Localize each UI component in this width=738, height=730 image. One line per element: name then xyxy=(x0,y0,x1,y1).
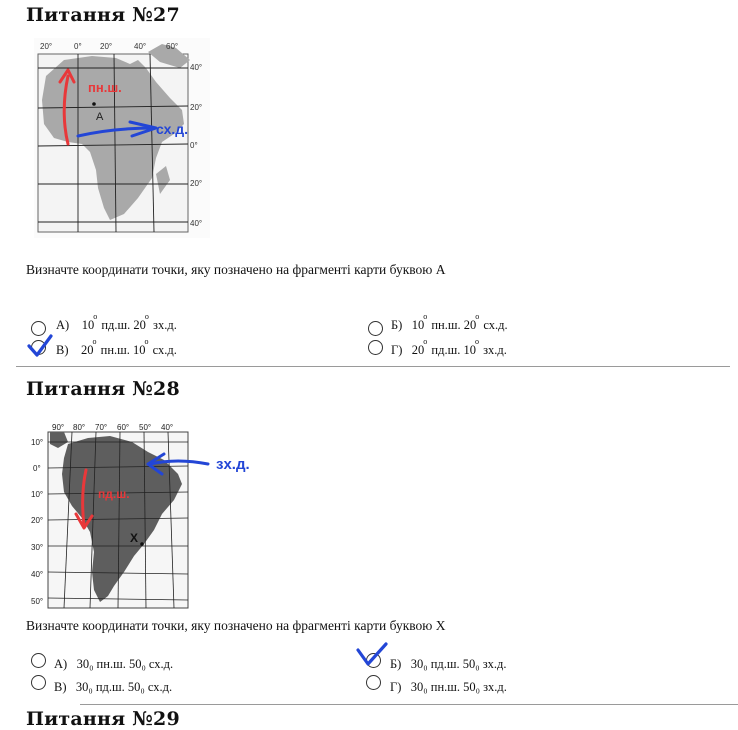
map28-left-label: 30° xyxy=(31,543,44,552)
question-29-title: Питання №29 xyxy=(26,708,180,730)
map27-right-label: 20° xyxy=(190,179,203,188)
point-x-marker xyxy=(140,542,144,546)
option-g-radio[interactable] xyxy=(368,340,383,355)
map27-right-label: 20° xyxy=(190,103,203,112)
option-b-label[interactable]: Б) 10$^o$ пн.ш. 20$^o$ сх.д. xyxy=(391,312,508,332)
option-g-label[interactable]: Г) 30₀ пн.ш. 50₀ зх.д. xyxy=(390,680,507,694)
question-27-title: Питання №27 xyxy=(26,4,180,26)
point-a-label: А xyxy=(96,111,104,123)
map28-top-label: 60° xyxy=(117,423,130,432)
check-mark-icon xyxy=(356,642,390,668)
option-b-label[interactable]: Б) 30₀ пд.ш. 50₀ зх.д. xyxy=(390,657,507,671)
map28-left-label: 10° xyxy=(31,438,44,447)
question-28-title: Питання №28 xyxy=(26,378,180,400)
map27-top-label: 60° xyxy=(166,42,179,51)
option-a-label[interactable]: А) 30₀ пн.ш. 50₀ сх.д. xyxy=(54,657,174,671)
point-a-marker xyxy=(92,102,96,106)
map28-left-label: 20° xyxy=(31,516,44,525)
map27-right-label: 40° xyxy=(190,219,203,228)
map27-right-label: 40° xyxy=(190,63,203,72)
option-b-radio[interactable] xyxy=(368,321,383,336)
divider xyxy=(80,704,738,705)
map28-left-label: 40° xyxy=(31,570,44,579)
map28-left-label: 50° xyxy=(31,597,44,606)
option-v-radio[interactable] xyxy=(31,675,46,690)
check-mark-icon xyxy=(26,333,54,359)
question-27-text: Визначте координати точки, яку позначено на фрагменті карти буквою А xyxy=(26,262,446,277)
map27-top-label: 20° xyxy=(40,42,53,51)
option-g-radio[interactable] xyxy=(366,675,381,690)
map28-left-label: 10° xyxy=(31,490,44,499)
question-28-text: Визначте координати точки, яку позначено на фрагменті карти буквою Х xyxy=(26,618,446,633)
annotation-lon-label: зх.д. xyxy=(216,456,250,473)
option-a-radio[interactable] xyxy=(31,653,46,668)
map27-top-label: 20° xyxy=(100,42,113,51)
map28-top-label: 50° xyxy=(139,423,152,432)
map27-top-label: 0° xyxy=(74,42,82,51)
map28-top-label: 80° xyxy=(73,423,86,432)
map27-right-label: 0° xyxy=(190,141,198,150)
south-america-map xyxy=(28,422,278,612)
annotation-lat-label: пд.ш. xyxy=(98,487,130,501)
map27-top-label: 40° xyxy=(134,42,147,51)
map28-top-label: 70° xyxy=(95,423,108,432)
map28-left-label: 0° xyxy=(33,464,41,473)
map28-top-label: 90° xyxy=(52,423,65,432)
option-a-label[interactable]: А) 10$^o$ пд.ш. 20$^o$ зх.д. xyxy=(56,312,177,332)
annotation-lat-label: пн.ш. xyxy=(88,80,122,95)
option-v-label[interactable]: В) 30₀ пд.ш. 50₀ сх.д. xyxy=(54,680,173,694)
divider xyxy=(16,366,730,367)
option-v-label[interactable]: В) 20$^o$ пн.ш. 10$^o$ сх.д. xyxy=(56,337,177,357)
annotation-lon-label: сх.д. xyxy=(156,121,189,137)
point-x-label: Х xyxy=(130,531,139,545)
map28-top-label: 40° xyxy=(161,423,174,432)
africa-map xyxy=(34,38,210,238)
option-g-label[interactable]: Г) 20$^o$ пд.ш. 10$^o$ зх.д. xyxy=(391,337,507,357)
